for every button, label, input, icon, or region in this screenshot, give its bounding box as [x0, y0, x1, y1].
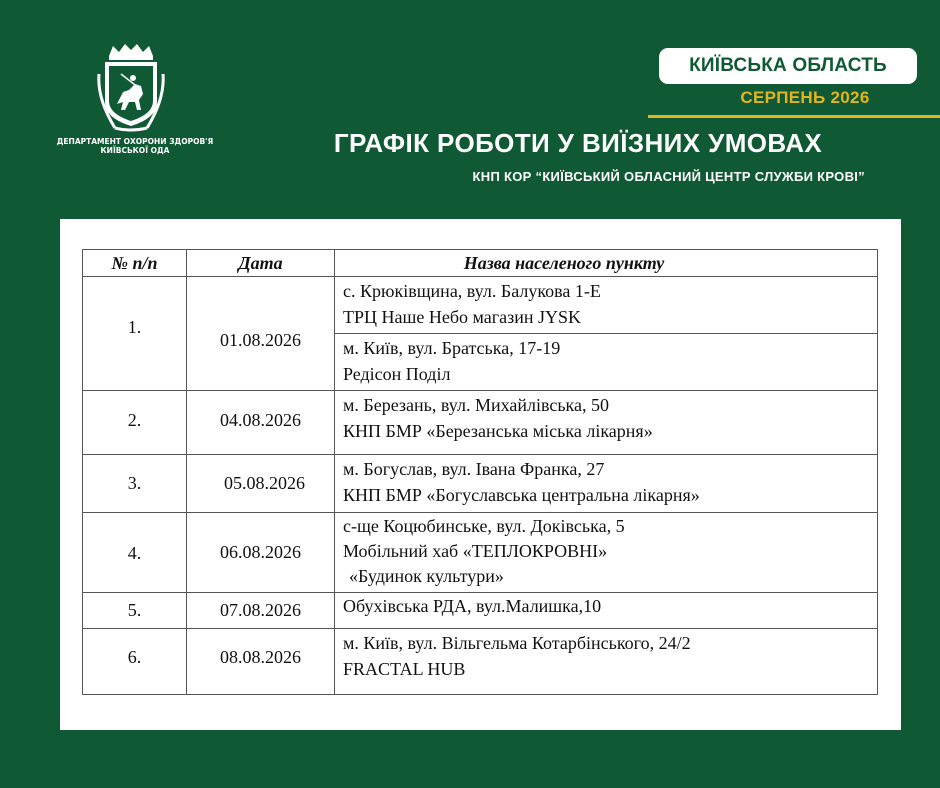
- table-row: [83, 629, 878, 695]
- row-number: 2.: [83, 391, 187, 455]
- row-date: 06.08.2026: [187, 513, 335, 593]
- row-date: 01.08.2026: [187, 277, 335, 391]
- accent-divider: [648, 115, 940, 118]
- table-row: [83, 455, 878, 513]
- column-header-place: Назва населеного пункту: [335, 250, 878, 277]
- place-address: м. Київ, вул. Вільгельма Котарбінського, 24/2: [343, 633, 691, 653]
- row-date: 05.08.2026: [187, 455, 335, 513]
- place-address: с-ще Коцюбинське, вул. Доківська, 5: [343, 516, 625, 536]
- page-title: ГРАФІК РОБОТИ У ВИЇЗНИХ УМОВАХ: [333, 128, 823, 158]
- row-place: [335, 455, 878, 513]
- table-row: [83, 277, 878, 334]
- table-header-row: [83, 250, 878, 277]
- department-line-1: ДЕПАРТАМЕНТ ОХОРОНИ ЗДОРОВ'Я: [56, 137, 214, 146]
- place-address: Обухівська РДА, вул.Малишка,10: [343, 596, 602, 616]
- place-venue-detail: «Будинок культури»: [349, 566, 504, 586]
- place-address: м. Богуслав, вул. Івана Франка, 27: [343, 459, 605, 479]
- month-label: СЕРПЕНЬ 2026: [740, 88, 870, 107]
- department-line-2: КИЇВСЬКОЇ ОДА: [100, 146, 170, 155]
- row-place: [335, 334, 878, 391]
- place-address: м. Березань, вул. Михайлівська, 50: [343, 395, 610, 415]
- row-date: 04.08.2026: [187, 391, 335, 455]
- row-place: [335, 629, 878, 695]
- row-place: [335, 513, 878, 593]
- row-number: 5.: [83, 593, 187, 629]
- page-subtitle: КНП КОР “КИЇВСЬКИЙ ОБЛАСНИЙ ЦЕНТР СЛУЖБИ КРОВІ”: [472, 169, 865, 184]
- row-place: [335, 593, 878, 629]
- place-venue: КНП БМР «Богуславська центральна лікарня»: [343, 485, 700, 505]
- row-number: 3.: [83, 455, 187, 513]
- place-venue: FRACTAL HUB: [343, 659, 466, 679]
- department-name: [40, 137, 230, 155]
- row-date: 08.08.2026: [187, 629, 335, 695]
- table-row: [83, 391, 878, 455]
- place-address: м. Київ, вул. Братська, 17-19: [343, 338, 561, 358]
- column-header-date: Дата: [187, 250, 335, 277]
- row-date: 07.08.2026: [187, 593, 335, 629]
- place-venue: Редісон Поділ: [343, 364, 451, 384]
- place-address: с. Крюківщина, вул. Балукова 1-Е: [343, 281, 601, 301]
- row-place: [335, 277, 878, 334]
- table-row: [83, 593, 878, 629]
- region-badge: КИЇВСЬКА ОБЛАСТЬ: [659, 48, 917, 84]
- row-number: 6.: [83, 629, 187, 695]
- row-number: 4.: [83, 513, 187, 593]
- kyiv-oblast-coat-of-arms-icon: [95, 44, 167, 132]
- schedule-table: [82, 249, 878, 695]
- schedule-panel: [60, 219, 901, 730]
- place-venue: КНП БМР «Березанська міська лікарня»: [343, 421, 653, 441]
- place-venue: ТРЦ Наше Небо магазин JYSK: [343, 307, 582, 327]
- row-number: 1.: [83, 277, 187, 391]
- column-header-number: № п/п: [83, 250, 187, 277]
- row-place: [335, 391, 878, 455]
- table-row: [83, 513, 878, 593]
- place-venue: Мобільний хаб «ТЕПЛОКРОВНІ»: [343, 541, 608, 561]
